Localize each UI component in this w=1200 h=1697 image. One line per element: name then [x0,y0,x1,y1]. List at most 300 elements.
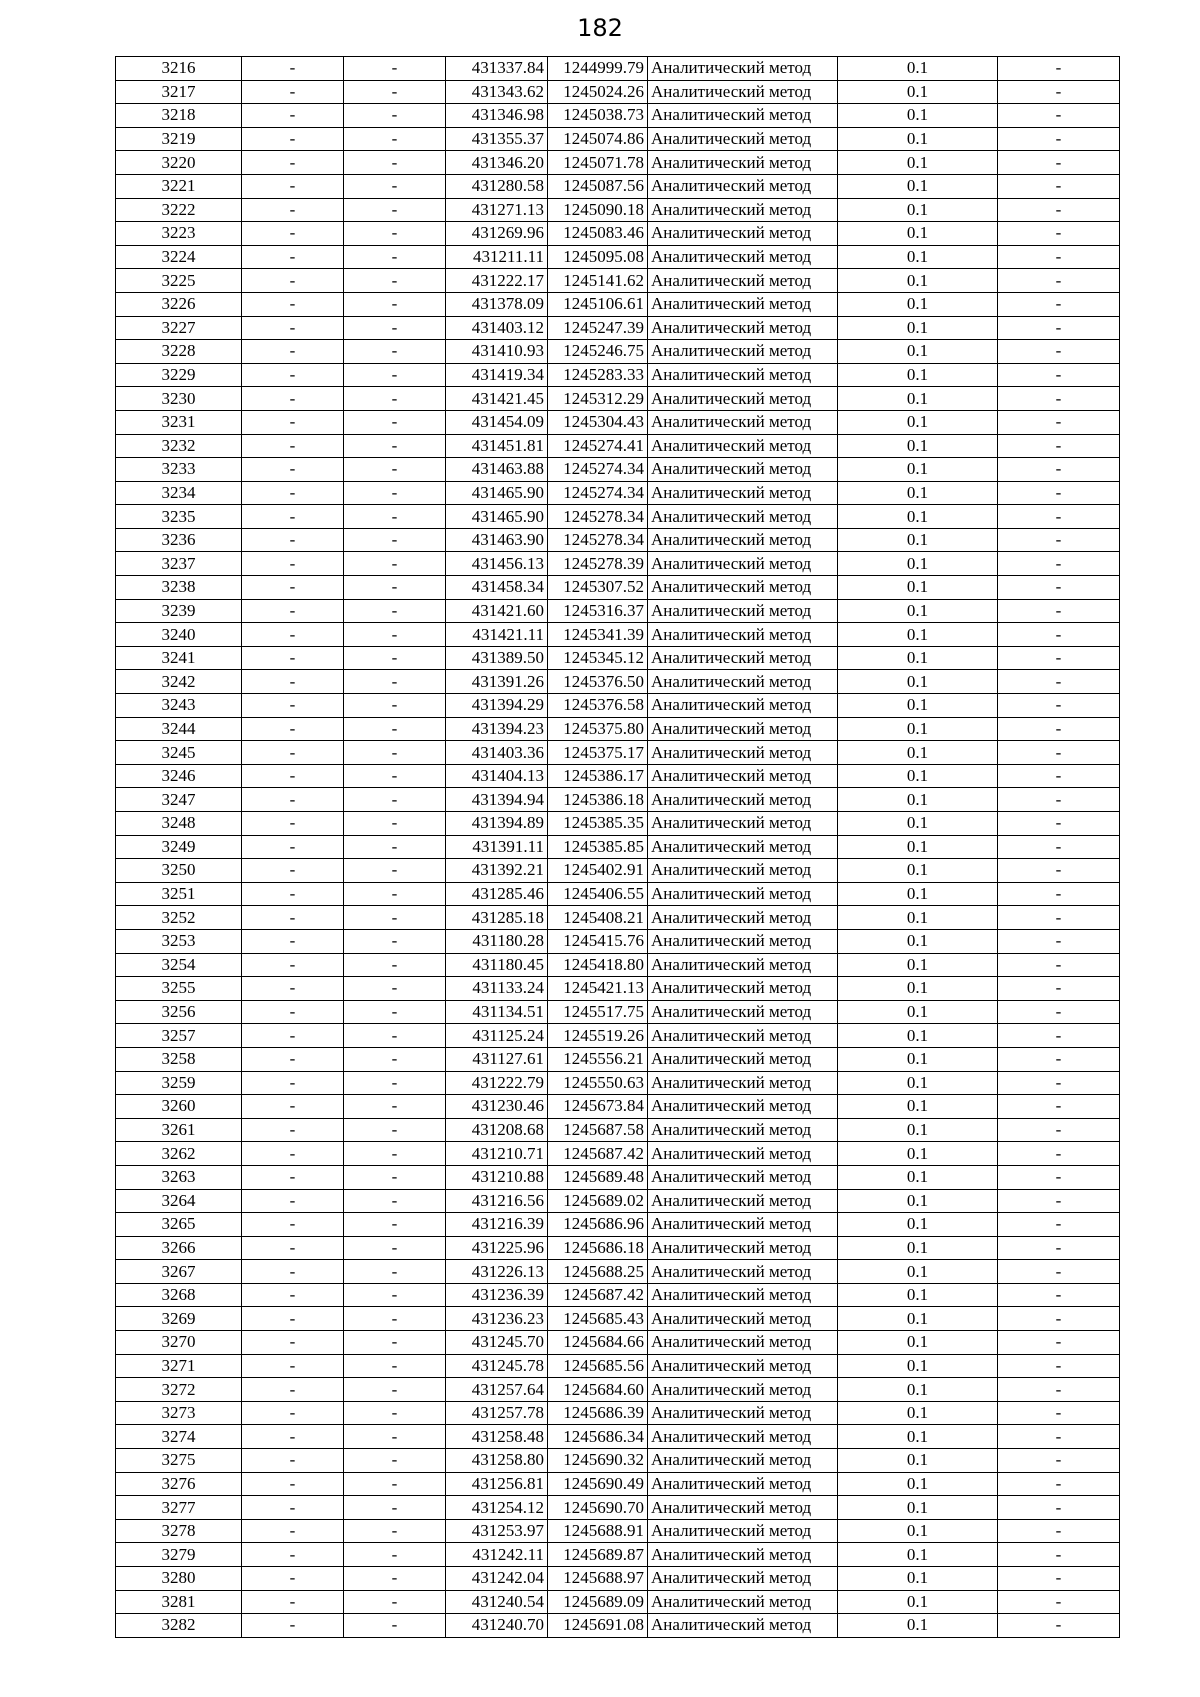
cell-col2: - [242,198,344,222]
table-row [116,1260,1120,1284]
cell-y-coordinate: 1245278.34 [548,528,648,552]
cell-x-coordinate: 431391.26 [446,670,548,694]
cell-accuracy: 0.1 [838,292,998,316]
cell-note: - [998,104,1120,128]
cell-col3: - [344,1401,446,1425]
cell-y-coordinate: 1245689.09 [548,1590,648,1614]
cell-col2: - [242,1307,344,1331]
cell-note: - [998,1449,1120,1473]
cell-x-coordinate: 431236.23 [446,1307,548,1331]
cell-col2: - [242,340,344,364]
table-row [116,222,1120,246]
table-row [116,1024,1120,1048]
cell-method: Аналитический метод [648,57,838,81]
cell-col2: - [242,104,344,128]
cell-y-coordinate: 1245691.08 [548,1614,648,1638]
cell-x-coordinate: 431254.12 [446,1496,548,1520]
cell-col2: - [242,1331,344,1355]
cell-col3: - [344,1213,446,1237]
cell-col3: - [344,1000,446,1024]
cell-point-number: 3242 [116,670,242,694]
cell-method: Аналитический метод [648,835,838,859]
cell-col2: - [242,505,344,529]
table-row [116,1047,1120,1071]
cell-point-number: 3276 [116,1472,242,1496]
cell-x-coordinate: 431355.37 [446,127,548,151]
cell-accuracy: 0.1 [838,1378,998,1402]
cell-y-coordinate: 1245385.85 [548,835,648,859]
table-row [116,764,1120,788]
cell-note: - [998,292,1120,316]
cell-x-coordinate: 431222.79 [446,1071,548,1095]
table-row [116,1472,1120,1496]
table-row [116,1401,1120,1425]
cell-col2: - [242,1401,344,1425]
table-row [116,458,1120,482]
cell-method: Аналитический метод [648,670,838,694]
cell-accuracy: 0.1 [838,859,998,883]
cell-y-coordinate: 1245024.26 [548,80,648,104]
cell-col2: - [242,1543,344,1567]
cell-col3: - [344,906,446,930]
cell-col2: - [242,1590,344,1614]
cell-note: - [998,835,1120,859]
cell-col3: - [344,599,446,623]
cell-accuracy: 0.1 [838,1496,998,1520]
cell-accuracy: 0.1 [838,623,998,647]
cell-method: Аналитический метод [648,174,838,198]
cell-method: Аналитический метод [648,387,838,411]
cell-col2: - [242,269,344,293]
cell-col2: - [242,670,344,694]
table-row [116,1000,1120,1024]
cell-col3: - [344,434,446,458]
cell-point-number: 3249 [116,835,242,859]
cell-point-number: 3260 [116,1095,242,1119]
cell-point-number: 3232 [116,434,242,458]
cell-method: Аналитический метод [648,599,838,623]
cell-y-coordinate: 1245418.80 [548,953,648,977]
cell-method: Аналитический метод [648,528,838,552]
cell-note: - [998,1354,1120,1378]
table-row [116,1590,1120,1614]
cell-method: Аналитический метод [648,481,838,505]
cell-x-coordinate: 431253.97 [446,1519,548,1543]
cell-method: Аналитический метод [648,1283,838,1307]
cell-accuracy: 0.1 [838,1142,998,1166]
cell-col3: - [344,174,446,198]
cell-method: Аналитический метод [648,1449,838,1473]
cell-point-number: 3229 [116,363,242,387]
cell-note: - [998,1307,1120,1331]
table-row [116,505,1120,529]
cell-accuracy: 0.1 [838,458,998,482]
cell-col2: - [242,151,344,175]
cell-col3: - [344,882,446,906]
cell-y-coordinate: 1245246.75 [548,340,648,364]
cell-x-coordinate: 431403.12 [446,316,548,340]
cell-accuracy: 0.1 [838,1354,998,1378]
cell-col2: - [242,1142,344,1166]
cell-accuracy: 0.1 [838,505,998,529]
cell-method: Аналитический метод [648,245,838,269]
cell-col3: - [344,340,446,364]
cell-accuracy: 0.1 [838,906,998,930]
cell-accuracy: 0.1 [838,670,998,694]
cell-method: Аналитический метод [648,906,838,930]
cell-col2: - [242,80,344,104]
cell-accuracy: 0.1 [838,1331,998,1355]
cell-col3: - [344,623,446,647]
cell-y-coordinate: 1245376.58 [548,694,648,718]
cell-y-coordinate: 1244999.79 [548,57,648,81]
cell-accuracy: 0.1 [838,1283,998,1307]
cell-y-coordinate: 1245684.66 [548,1331,648,1355]
table-row [116,953,1120,977]
coordinates-table [115,56,1120,1638]
cell-col3: - [344,953,446,977]
cell-y-coordinate: 1245550.63 [548,1071,648,1095]
cell-col2: - [242,906,344,930]
cell-method: Аналитический метод [648,434,838,458]
cell-point-number: 3224 [116,245,242,269]
cell-accuracy: 0.1 [838,481,998,505]
cell-method: Аналитический метод [648,717,838,741]
cell-method: Аналитический метод [648,80,838,104]
cell-col2: - [242,694,344,718]
cell-accuracy: 0.1 [838,953,998,977]
cell-accuracy: 0.1 [838,929,998,953]
cell-y-coordinate: 1245071.78 [548,151,648,175]
cell-method: Аналитический метод [648,1331,838,1355]
table-row [116,1496,1120,1520]
cell-accuracy: 0.1 [838,1307,998,1331]
table-row [116,340,1120,364]
cell-col2: - [242,174,344,198]
cell-col3: - [344,481,446,505]
table-row [116,646,1120,670]
cell-y-coordinate: 1245386.17 [548,764,648,788]
cell-method: Аналитический метод [648,1189,838,1213]
cell-col2: - [242,1567,344,1591]
cell-x-coordinate: 431226.13 [446,1260,548,1284]
cell-method: Аналитический метод [648,151,838,175]
table-row [116,717,1120,741]
cell-col2: - [242,528,344,552]
cell-point-number: 3262 [116,1142,242,1166]
table-row [116,434,1120,458]
cell-point-number: 3252 [116,906,242,930]
cell-col2: - [242,929,344,953]
cell-accuracy: 0.1 [838,434,998,458]
cell-method: Аналитический метод [648,764,838,788]
cell-point-number: 3239 [116,599,242,623]
cell-accuracy: 0.1 [838,812,998,836]
cell-x-coordinate: 431394.29 [446,694,548,718]
cell-y-coordinate: 1245685.56 [548,1354,648,1378]
cell-note: - [998,1260,1120,1284]
cell-col2: - [242,1165,344,1189]
cell-note: - [998,80,1120,104]
cell-col2: - [242,1118,344,1142]
cell-method: Аналитический метод [648,1213,838,1237]
cell-point-number: 3233 [116,458,242,482]
cell-method: Аналитический метод [648,977,838,1001]
cell-accuracy: 0.1 [838,599,998,623]
cell-x-coordinate: 431465.90 [446,505,548,529]
cell-col2: - [242,599,344,623]
cell-accuracy: 0.1 [838,174,998,198]
cell-point-number: 3251 [116,882,242,906]
cell-accuracy: 0.1 [838,552,998,576]
table-row [116,694,1120,718]
cell-x-coordinate: 431257.64 [446,1378,548,1402]
cell-note: - [998,646,1120,670]
cell-col2: - [242,764,344,788]
cell-point-number: 3259 [116,1071,242,1095]
cell-method: Аналитический метод [648,458,838,482]
cell-col2: - [242,1000,344,1024]
cell-method: Аналитический метод [648,788,838,812]
cell-note: - [998,57,1120,81]
cell-y-coordinate: 1245074.86 [548,127,648,151]
table-row [116,1543,1120,1567]
cell-col3: - [344,1425,446,1449]
cell-accuracy: 0.1 [838,151,998,175]
cell-x-coordinate: 431257.78 [446,1401,548,1425]
cell-col3: - [344,1614,446,1638]
cell-point-number: 3247 [116,788,242,812]
cell-method: Аналитический метод [648,1614,838,1638]
cell-point-number: 3246 [116,764,242,788]
cell-point-number: 3245 [116,741,242,765]
cell-note: - [998,528,1120,552]
cell-note: - [998,1071,1120,1095]
cell-x-coordinate: 431394.89 [446,812,548,836]
cell-x-coordinate: 431419.34 [446,363,548,387]
cell-col3: - [344,1142,446,1166]
cell-note: - [998,387,1120,411]
cell-x-coordinate: 431245.70 [446,1331,548,1355]
cell-point-number: 3270 [116,1331,242,1355]
cell-x-coordinate: 431421.45 [446,387,548,411]
cell-col2: - [242,1354,344,1378]
cell-col3: - [344,151,446,175]
cell-col3: - [344,292,446,316]
cell-y-coordinate: 1245278.39 [548,552,648,576]
cell-point-number: 3248 [116,812,242,836]
cell-y-coordinate: 1245304.43 [548,410,648,434]
cell-point-number: 3268 [116,1283,242,1307]
cell-method: Аналитический метод [648,929,838,953]
cell-note: - [998,882,1120,906]
table-row [116,1567,1120,1591]
table-row [116,977,1120,1001]
table-row [116,1519,1120,1543]
cell-point-number: 3267 [116,1260,242,1284]
cell-y-coordinate: 1245038.73 [548,104,648,128]
cell-method: Аналитический метод [648,1425,838,1449]
cell-col2: - [242,1449,344,1473]
cell-accuracy: 0.1 [838,741,998,765]
cell-point-number: 3274 [116,1425,242,1449]
cell-accuracy: 0.1 [838,717,998,741]
cell-col3: - [344,1331,446,1355]
cell-point-number: 3275 [116,1449,242,1473]
cell-point-number: 3241 [116,646,242,670]
cell-col2: - [242,1213,344,1237]
cell-col3: - [344,741,446,765]
cell-col3: - [344,127,446,151]
cell-col3: - [344,1567,446,1591]
cell-col2: - [242,410,344,434]
cell-col3: - [344,528,446,552]
cell-col3: - [344,410,446,434]
cell-point-number: 3240 [116,623,242,647]
cell-accuracy: 0.1 [838,764,998,788]
table-row [116,1331,1120,1355]
cell-point-number: 3226 [116,292,242,316]
cell-point-number: 3280 [116,1567,242,1591]
cell-note: - [998,929,1120,953]
cell-method: Аналитический метод [648,1118,838,1142]
cell-col3: - [344,1024,446,1048]
cell-accuracy: 0.1 [838,1189,998,1213]
cell-y-coordinate: 1245686.96 [548,1213,648,1237]
table-row [116,1071,1120,1095]
cell-method: Аналитический метод [648,1472,838,1496]
cell-y-coordinate: 1245375.80 [548,717,648,741]
cell-col3: - [344,1590,446,1614]
cell-note: - [998,1024,1120,1048]
cell-accuracy: 0.1 [838,245,998,269]
cell-accuracy: 0.1 [838,1567,998,1591]
cell-x-coordinate: 431421.11 [446,623,548,647]
cell-x-coordinate: 431216.56 [446,1189,548,1213]
cell-y-coordinate: 1245406.55 [548,882,648,906]
cell-y-coordinate: 1245274.34 [548,481,648,505]
cell-col2: - [242,1095,344,1119]
cell-y-coordinate: 1245686.39 [548,1401,648,1425]
cell-note: - [998,812,1120,836]
cell-x-coordinate: 431346.20 [446,151,548,175]
cell-method: Аналитический метод [648,316,838,340]
cell-note: - [998,552,1120,576]
cell-y-coordinate: 1245106.61 [548,292,648,316]
cell-method: Аналитический метод [648,1354,838,1378]
cell-col2: - [242,245,344,269]
cell-col3: - [344,977,446,1001]
cell-col2: - [242,576,344,600]
table-row [116,363,1120,387]
cell-x-coordinate: 431242.04 [446,1567,548,1591]
cell-col3: - [344,1071,446,1095]
cell-accuracy: 0.1 [838,104,998,128]
cell-accuracy: 0.1 [838,1047,998,1071]
cell-accuracy: 0.1 [838,1118,998,1142]
cell-note: - [998,1165,1120,1189]
cell-col3: - [344,1047,446,1071]
cell-note: - [998,316,1120,340]
cell-method: Аналитический метод [648,1519,838,1543]
cell-y-coordinate: 1245083.46 [548,222,648,246]
cell-x-coordinate: 431343.62 [446,80,548,104]
cell-note: - [998,859,1120,883]
cell-col2: - [242,953,344,977]
cell-accuracy: 0.1 [838,127,998,151]
cell-point-number: 3253 [116,929,242,953]
cell-col3: - [344,1354,446,1378]
cell-col3: - [344,80,446,104]
cell-col3: - [344,1165,446,1189]
cell-point-number: 3244 [116,717,242,741]
cell-x-coordinate: 431240.70 [446,1614,548,1638]
cell-point-number: 3281 [116,1590,242,1614]
table-row [116,1354,1120,1378]
cell-point-number: 3250 [116,859,242,883]
cell-note: - [998,245,1120,269]
cell-y-coordinate: 1245087.56 [548,174,648,198]
cell-method: Аналитический метод [648,1095,838,1119]
table-row [116,882,1120,906]
cell-method: Аналитический метод [648,104,838,128]
cell-method: Аналитический метод [648,623,838,647]
cell-col2: - [242,1496,344,1520]
cell-point-number: 3256 [116,1000,242,1024]
cell-y-coordinate: 1245386.18 [548,788,648,812]
cell-method: Аналитический метод [648,1047,838,1071]
cell-note: - [998,174,1120,198]
cell-x-coordinate: 431245.78 [446,1354,548,1378]
cell-note: - [998,741,1120,765]
cell-accuracy: 0.1 [838,57,998,81]
cell-method: Аналитический метод [648,363,838,387]
cell-accuracy: 0.1 [838,1071,998,1095]
cell-method: Аналитический метод [648,576,838,600]
table-row [116,1189,1120,1213]
cell-x-coordinate: 431394.23 [446,717,548,741]
cell-point-number: 3263 [116,1165,242,1189]
cell-point-number: 3222 [116,198,242,222]
cell-y-coordinate: 1245415.76 [548,929,648,953]
cell-y-coordinate: 1245519.26 [548,1024,648,1048]
table-row [116,104,1120,128]
cell-accuracy: 0.1 [838,1260,998,1284]
cell-method: Аналитический метод [648,1307,838,1331]
cell-note: - [998,505,1120,529]
cell-col3: - [344,1283,446,1307]
cell-col2: - [242,812,344,836]
cell-x-coordinate: 431410.93 [446,340,548,364]
cell-method: Аналитический метод [648,1165,838,1189]
cell-x-coordinate: 431465.90 [446,481,548,505]
table-row [116,151,1120,175]
table-row [116,1307,1120,1331]
table-row [116,316,1120,340]
table-row [116,552,1120,576]
cell-col2: - [242,458,344,482]
cell-point-number: 3227 [116,316,242,340]
cell-col3: - [344,576,446,600]
cell-accuracy: 0.1 [838,1095,998,1119]
cell-col3: - [344,363,446,387]
table-row [116,788,1120,812]
cell-y-coordinate: 1245141.62 [548,269,648,293]
cell-point-number: 3279 [116,1543,242,1567]
cell-method: Аналитический метод [648,741,838,765]
cell-col3: - [344,1543,446,1567]
cell-accuracy: 0.1 [838,1590,998,1614]
